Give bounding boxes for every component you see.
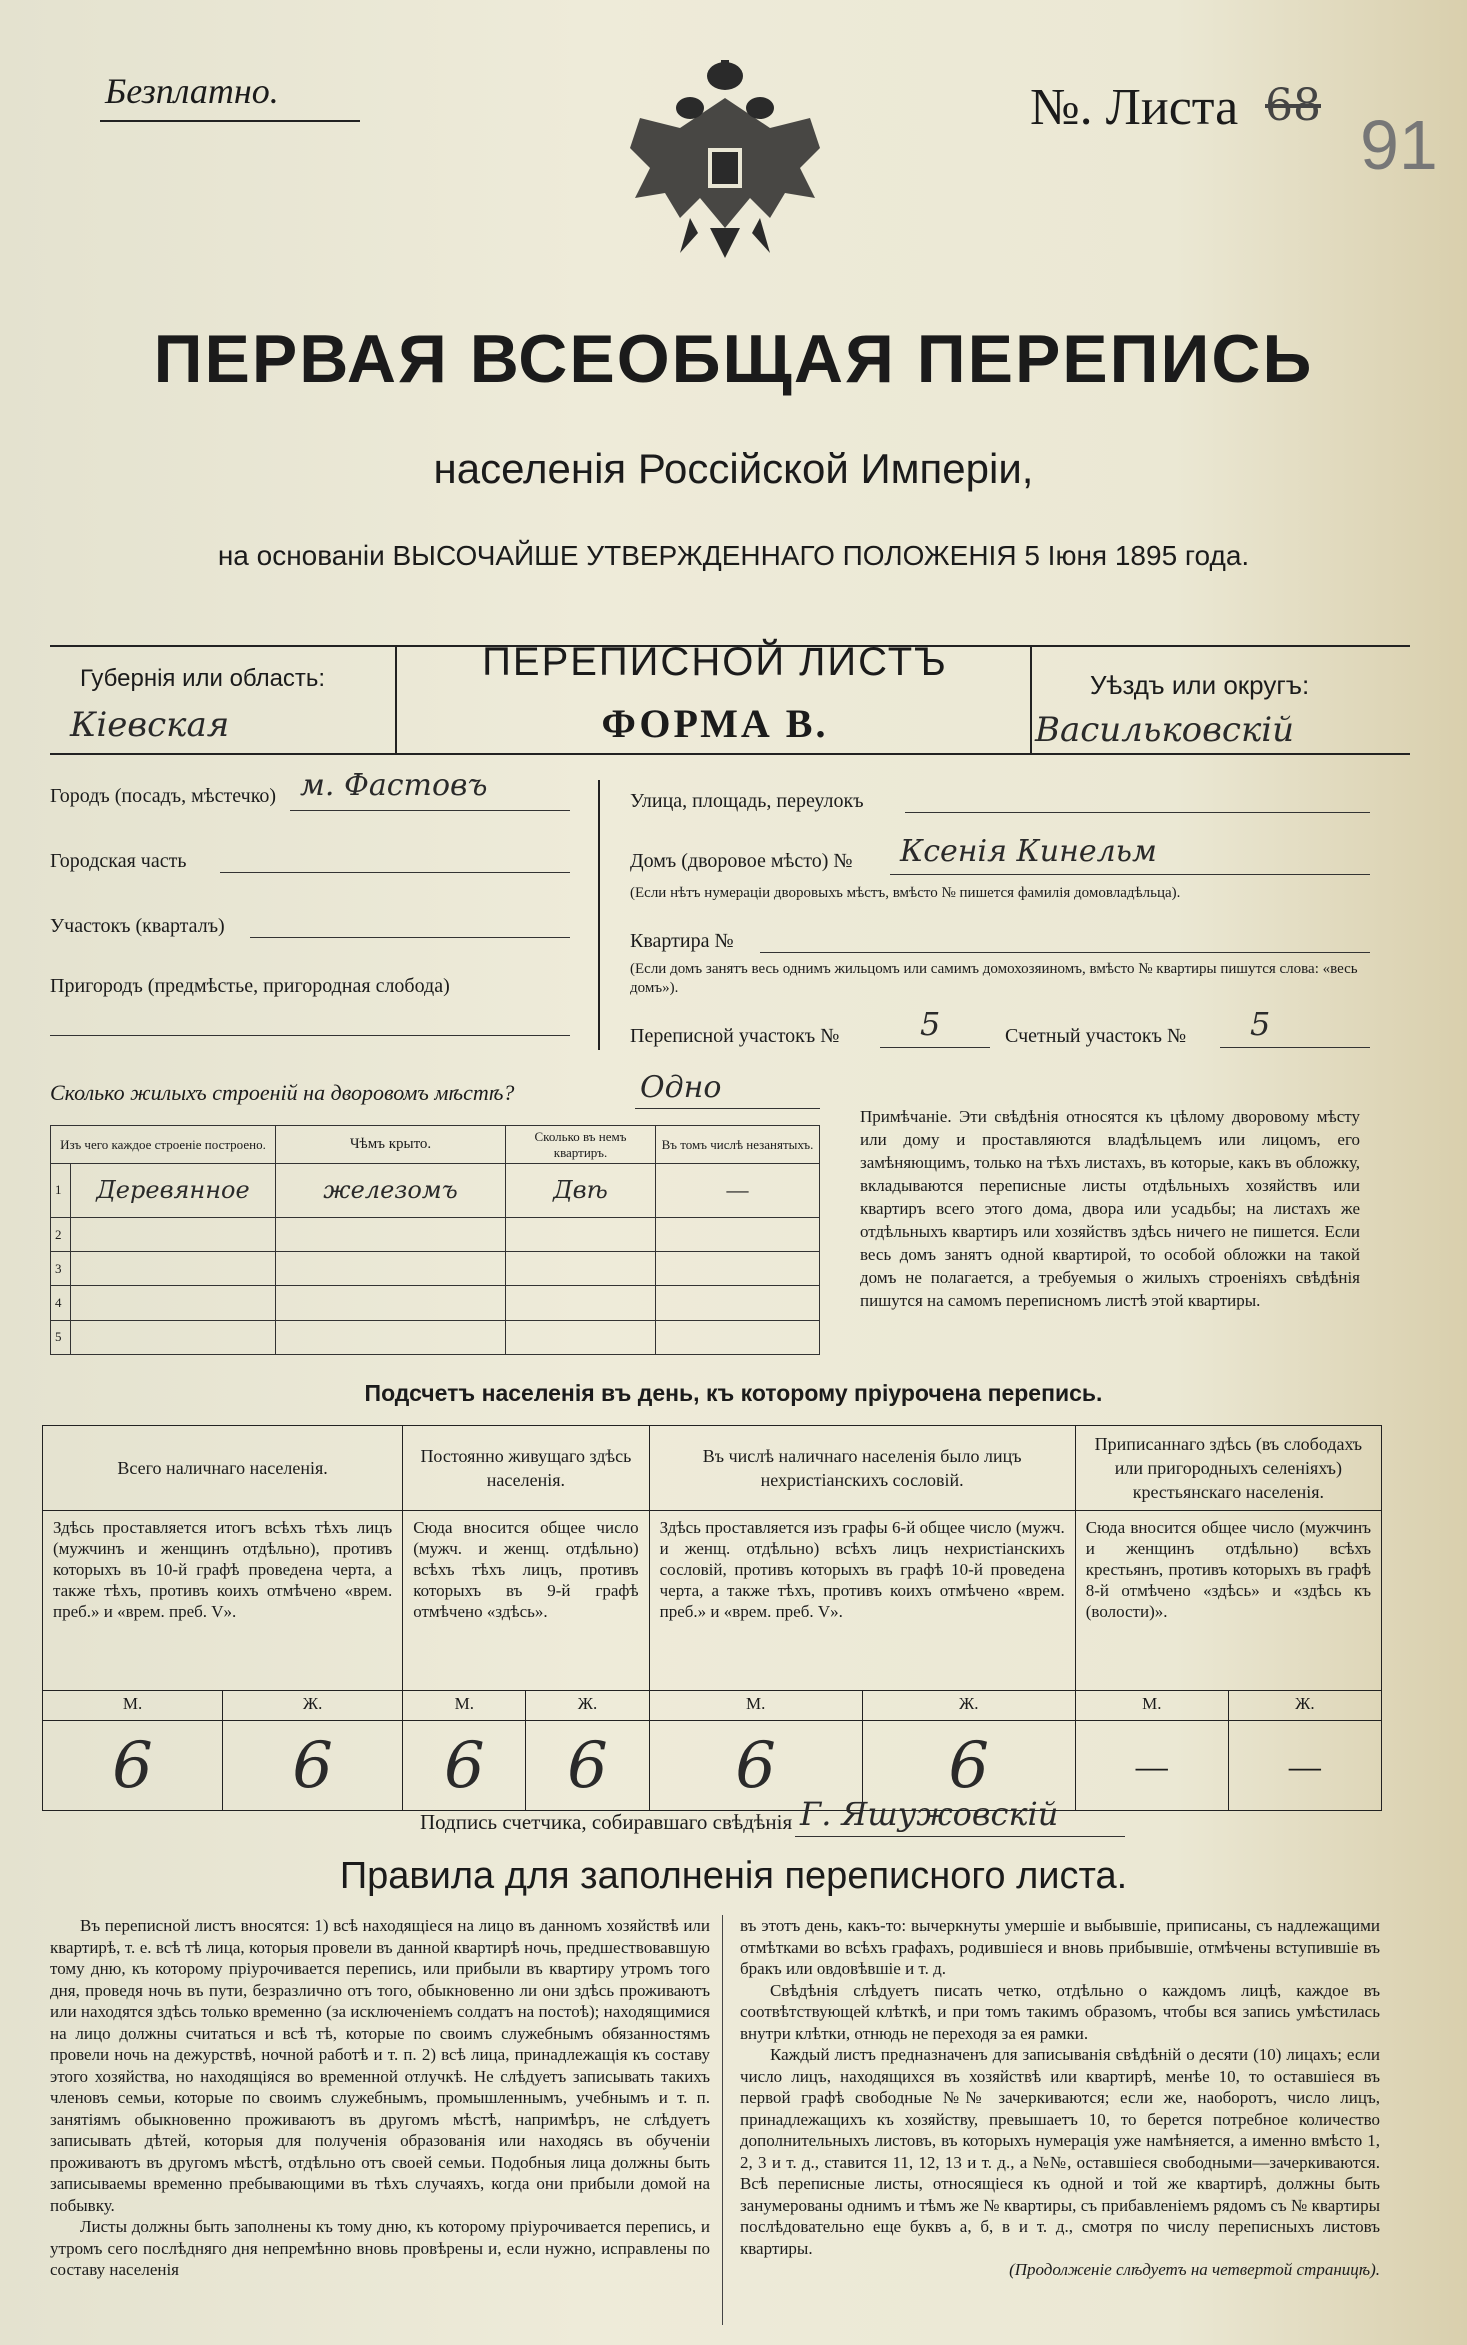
count-district-label: Счетный участокъ № [1005, 1025, 1187, 1047]
building-row: 1 Деревянное железомъ Двѣ — [51, 1164, 820, 1218]
col-material: Изъ чего каждое строеніе построено. [51, 1126, 276, 1164]
city-part-label: Городская часть [50, 850, 187, 872]
form-title: ПЕРЕПИСНОЙ ЛИСТЪ [482, 640, 948, 684]
uezd-label: Уѣздъ или округъ: [1090, 670, 1310, 700]
rules-paragraph: Листы должны быть заполнены къ тому дню, къ которому пріурочивается перепись, и утромъ сего послѣдняго дня непремѣнно вновь провѣрены и, если нужно, исправлены по составу населенія [50, 2217, 710, 2279]
rules-paragraph: въ этотъ день, какъ-то: вычеркнуты умершіе и выбывшіе, приписаны, съ надлежащими отмѣтками во всѣхъ графахъ, родившіеся и вновь прибывшіе, отмѣчены вступившіе въ бракъ или овдовѣвшіе и т. д. [740, 1916, 1380, 1978]
col-roof: Чѣмъ крыто. [276, 1126, 506, 1164]
main-title: ПЕРВАЯ ВСЕОБЩАЯ ПЕРЕПИСЬ [153, 321, 1314, 397]
population-title: Подсчетъ населенія въ день, къ которому пріурочена перепись. [364, 1380, 1103, 1406]
city-value[interactable]: м. Фастовъ [300, 768, 488, 803]
pop-col-nonchristian-desc: Здѣсь проставляется изъ графы 6-й общее число (мужч. и женщ. отдѣльно) всѣхъ лицъ нехристіанскихъ сословій, противъ которыхъ въ графѣ 10-й проведена черта, а также тѣхъ, противъ коихъ отмѣчено «врем. преб.» и «врем. преб. V». [649, 1511, 1075, 1691]
col-empty: Въ томъ числѣ незанятыхъ. [656, 1126, 820, 1164]
census-district-line [880, 1047, 990, 1048]
free-underline [100, 120, 360, 122]
form-b-label: ФОРМА В. [601, 701, 829, 746]
pop-col-nonchristian-header: Въ числѣ наличнаго населенія было лицъ нехристіанскихъ сословій. [649, 1426, 1075, 1511]
pop-col-permanent-header: Постоянно живущаго здѣсь населенія. [403, 1426, 649, 1511]
pop-col-permanent-desc: Сюда вносится общее число (мужч. и женщ. отдѣльно) всѣхъ тѣхъ лицъ, противъ которыхъ въ 9-й графѣ отмѣчено «здѣсь». [403, 1511, 649, 1691]
permanent-female-value[interactable]: 6 [526, 1721, 649, 1811]
uchastok-label: Участокъ (кварталъ) [50, 915, 225, 937]
house-value[interactable]: Ксенія Кинельм [900, 834, 1157, 869]
street-label: Улица, площадь, переулокъ [630, 790, 864, 812]
subtitle: населенія Россійской Имперіи, [433, 445, 1034, 492]
subtitle-regulation: на основаніи ВЫСОЧАЙШЕ УТВЕРЖДЕННАГО ПОЛОЖЕНІЯ 5 Іюня 1895 года. [217, 540, 1250, 571]
list-number-label: №. Листа [1030, 79, 1239, 136]
population-table [42, 1425, 1382, 1811]
building-row: 2 [51, 1217, 820, 1251]
buildings-note: Примѣчаніе. Эти свѣдѣнія относятся къ цѣлому дворовому мѣсту или дому и проставляются владѣльцемъ или лицомъ, его замѣняющимъ, только на тѣхъ листахъ, въ которые, какъ въ обложку, вкладываются переписные листы отдѣльныхъ хозяйствъ или квартиръ всего этого дома, двора или усадьбы; на листахъ же отдѣльныхъ квартиръ или хозяйствъ здѣсь ничего не пишется. Если весь домъ занятъ одной квартирой, то особой обложки на такой домъ не полагается, а требуемыя о жилыхъ строеніяхъ свѣдѣнія пишутся на самомъ переписномъ листѣ этой квартиры. [860, 1107, 1360, 1310]
uezd-value[interactable]: Васильковскій [1035, 710, 1295, 750]
f-label: Ж. [223, 1691, 403, 1721]
gubernia-label: Губернія или область: [80, 665, 326, 692]
header-divider-left [395, 645, 397, 755]
pop-col-total-desc: Здѣсь проставляется итогъ всѣхъ тѣхъ лицъ (мужчинъ и женщинъ отдѣльно), противъ которыхъ въ 10-й графѣ проведена черта, а также тѣхъ, противъ коихъ отмѣчено «врем. преб.» и «врем. преб. V». [43, 1511, 403, 1691]
nonchristian-male-value[interactable]: 6 [649, 1721, 862, 1811]
buildings-question: Сколько жилыхъ строеній на дворовомъ мѣстѣ? [50, 1080, 515, 1105]
peasant-male-value[interactable]: — [1075, 1721, 1228, 1811]
buildings-table [50, 1125, 820, 1355]
m-label: М. [649, 1691, 862, 1721]
count-district-line [1220, 1047, 1370, 1048]
census-district-label: Переписной участокъ № [630, 1025, 840, 1047]
apt-note: (Если домъ занятъ весь однимъ жильцомъ или самимъ домохозяиномъ, вмѣсто № квартиры пишутся слова: «весь домъ»). [630, 961, 1358, 996]
signature-value[interactable]: Г. Яшужовскій [800, 1795, 1059, 1833]
prigorod-line[interactable] [50, 1035, 570, 1036]
f-label: Ж. [862, 1691, 1075, 1721]
header-divider-right [1030, 645, 1032, 755]
address-divider [598, 780, 600, 1050]
free-label: Безплатно. [105, 71, 279, 111]
house-note: (Если нѣтъ нумераціи дворовыхъ мѣстъ, вмѣсто № пишется фамилія домовладѣльца). [630, 885, 1181, 901]
rules-title: Правила для заполненія переписного листа. [339, 1855, 1128, 1897]
rules-divider [722, 1915, 723, 2325]
uchastok-line[interactable] [250, 937, 570, 938]
city-part-line[interactable] [220, 872, 570, 873]
building-row: 5 [51, 1320, 820, 1354]
gubernia-value[interactable]: Кіевская [70, 705, 230, 745]
rules-continuation: (Продолженіе слѣдуетъ на четвертой страницѣ). [1009, 2260, 1380, 2279]
m-label: М. [43, 1691, 223, 1721]
city-line [290, 810, 570, 811]
house-label: Домъ (дворовое мѣсто) № [630, 850, 853, 872]
rules-right-column [740, 1915, 1380, 2281]
total-male-value[interactable]: 6 [43, 1721, 223, 1811]
permanent-male-value[interactable]: 6 [403, 1721, 526, 1811]
m-label: М. [1075, 1691, 1228, 1721]
buildings-answer-line [635, 1108, 820, 1109]
pop-col-total-header: Всего наличнаго населенія. [43, 1426, 403, 1511]
f-label: Ж. [526, 1691, 649, 1721]
city-label: Городъ (посадъ, мѣстечко) [50, 785, 277, 807]
pop-col-peasant-desc: Сюда вносится общее число (мужчинъ и женщинъ отдѣльно) всѣхъ крестьянъ, противъ которыхъ въ графѣ 8-й отмѣчено «здѣсь» и «здѣсь къ (волости)». [1075, 1511, 1381, 1691]
m-label: М. [403, 1691, 526, 1721]
rules-paragraph: Каждый листъ предназначенъ для записыванія свѣдѣній о десяти (10) лицахъ; если число лицъ, находящихся въ хозяйствѣ или квартирѣ, менѣе 10, то оставшіеся въ первой графѣ свободные №№ зачеркиваются; если же, наоборотъ, число лицъ, принадлежащихъ къ хозяйству, превышаетъ 10, то берется потребное количество дополнительныхъ листовъ, въ которыхъ нумерація уже намѣняется, а именно вмѣсто 1, 2, 3 и т. д., ставится 11, 12, 13 и т. д., а №№, оставшіеся свободными—зачеркиваются. Всѣ переписные листы, относящіеся къ одной и той же квартирѣ, должны быть занумерованы однимъ и тѣмъ же № квартиры, съ прибавленіемъ рядомъ съ № квартиры послѣдовательно еще буквъ а, б, в и т. д., смотря по числу переписныхъ листовъ квартиры. [740, 2045, 1380, 2258]
rules-left-column [50, 1915, 710, 2281]
list-number-crossed: 68 [1265, 80, 1321, 131]
signature-line [795, 1836, 1125, 1837]
building-row: 4 [51, 1286, 820, 1320]
col-apts: Сколько въ немъ квартиръ. [506, 1126, 656, 1164]
buildings-answer[interactable]: Одно [640, 1070, 722, 1105]
nonchristian-female-value[interactable]: 6 [862, 1721, 1075, 1811]
apt-line[interactable] [760, 952, 1370, 953]
signature-label: Подпись счетчика, собиравшаго свѣдѣнія [420, 1810, 793, 1834]
rules-paragraph: Свѣдѣнія слѣдуетъ писать четко, отдѣльно о каждомъ лицѣ, каждое въ соотвѣтствующей клѣткѣ, и при томъ такимъ образомъ, чтобы вся запись умѣстилась внутри клѣтки, отнюдь не переходя за ея рамки. [740, 1980, 1380, 2043]
census-district-value[interactable]: 5 [920, 1005, 941, 1043]
prigorod-label: Пригородъ (предмѣстье, пригородная слобода) [50, 975, 450, 997]
pop-col-peasant-header: Приписаннаго здѣсь (въ слободахъ или пригородныхъ селеніяхъ) крестьянскаго населенія. [1075, 1426, 1381, 1511]
house-line [890, 874, 1370, 875]
apt-label: Квартира № [630, 930, 734, 952]
list-number-handwritten: 91 [1360, 106, 1438, 184]
count-district-value[interactable]: 5 [1250, 1005, 1271, 1043]
building-row: 3 [51, 1252, 820, 1286]
rules-paragraph: Въ переписной листъ вносятся: 1) всѣ находящіеся на лицо въ данномъ хозяйствѣ или квартирѣ, т. е. всѣ тѣ лица, которыя провели въ данной квартирѣ ночь, предшествовавшую тому дню, къ которому пріурочивается перепись, или прибыли въ квартиру утромъ того дня, проведя ночь въ пути, безразлично отъ того, обыкновенно ли они здѣсь проживаютъ или находятся здѣсь только временно (за исключеніемъ солдатъ на постоѣ); находящимися на лицо должны считаться и всѣ тѣ, которые по своимъ служебнымъ обязанностямъ провели ночь на дежурствѣ, ночной работѣ и т. п. 2) всѣ лица, принадлежащія къ составу этого хозяйства, но находящіяся во временной отлучкѣ. Не слѣдуетъ записывать такихъ членовъ семьи, которые по своимъ служебнымъ, промышленнымъ, учебнымъ и т. п. занятіямъ обыкновенно проживаютъ въ другомъ мѣстѣ, напримѣръ, не слѣдуетъ записывать дѣтей, которыя для полученія образованія или находясь въ обученіи проживаютъ въ другомъ мѣстѣ, отдѣльно отъ своей семьи. Подобныя лица должны быть записываемы временно пребывающими въ тѣхъ случаяхъ, когда они прибыли домой на побывку. [50, 1916, 710, 2215]
street-line[interactable] [905, 812, 1370, 813]
peasant-female-value[interactable]: — [1228, 1721, 1381, 1811]
f-label: Ж. [1228, 1691, 1381, 1721]
imperial-eagle-icon [620, 58, 830, 268]
total-female-value[interactable]: 6 [223, 1721, 403, 1811]
